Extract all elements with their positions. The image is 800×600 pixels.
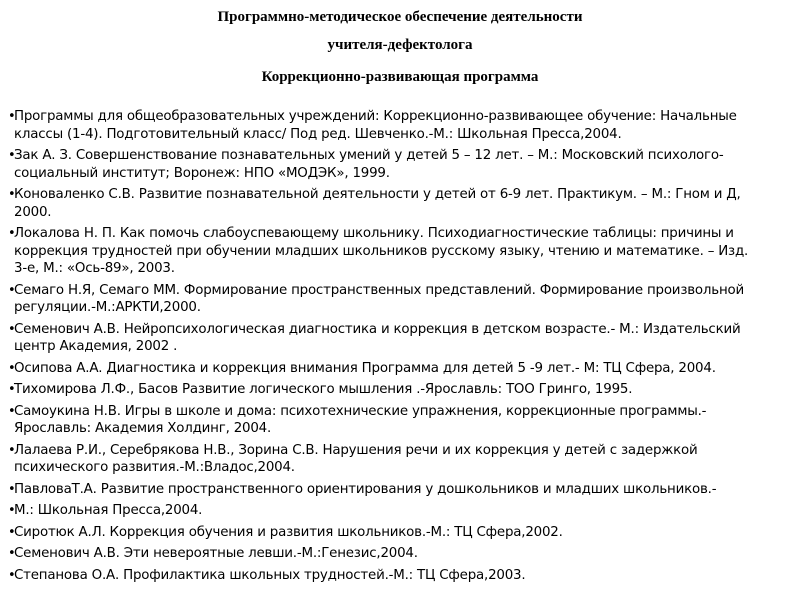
bullet-icon: •: [8, 148, 16, 163]
bullet-icon: •: [8, 226, 16, 241]
list-item: [8, 282, 760, 317]
list-item: [8, 321, 760, 356]
bullet-icon: •: [8, 567, 16, 583]
bullet-icon: •: [8, 546, 16, 561]
list-item: [8, 524, 760, 542]
reference-text: Программы для общеобразовательных учреждений: Коррекционно-развивающее обучение: Начальные классы (1-4). Подготовительный класс/ Под ред. Шевченко.-М.: Школьная Пресса,2004.: [14, 109, 737, 142]
bullet-icon: •: [8, 187, 16, 202]
reference-text: Семенович А.В. Эти невероятные левши.-М.:Генезис,2004.: [14, 546, 418, 561]
bullet-icon: •: [8, 109, 16, 124]
bullet-icon: •: [8, 403, 16, 419]
reference-text: Семаго Н.Я, Семаго ММ. Формирование пространственных представлений. Формирование произвольной регуляции.-М.:АРКТИ,2000.: [14, 282, 745, 315]
list-item: [8, 567, 760, 585]
reference-text: Сиротюк А.Л. Коррекция обучения и развития школьников.-М.: ТЦ Сфера,2002.: [14, 524, 563, 540]
list-item: [8, 403, 760, 438]
bullet-icon: •: [8, 503, 16, 518]
reference-text: Семенович А.В. Нейропсихологическая диагностика и коррекция в детском возрасте.- М.: Издательский центр Академия, 2002 .: [14, 321, 741, 354]
reference-text: Локалова Н. П. Как помочь слабоуспевающему школьнику. Психодиагностические таблицы: причины и коррекция трудностей при обучении младших школьников русскому языку, чтению и математике. – Изд. 3-е, М.: «Ось-89», 2003.: [14, 226, 749, 276]
reference-text: Зак А. З. Совершенствование познавательных умений у детей 5 – 12 лет. – М.: Московский психолого-социальный институт; Воронеж: НПО «МОДЭК», 1999.: [14, 148, 724, 181]
bullet-icon: •: [8, 382, 16, 397]
bullet-icon: •: [8, 321, 16, 337]
reference-text: Коноваленко С.В. Развитие познавательной деятельности у детей от 6-9 лет. Практикум. – М.: Гном и Д, 2000.: [14, 187, 741, 220]
reference-text: М.: Школьная Пресса,2004.: [14, 503, 203, 518]
section-subtitle: Коррекционно-развивающая программа: [261, 69, 539, 85]
list-item: [8, 147, 760, 182]
reference-text: Осипова А.А. Диагностика и коррекция внимания Программа для детей 5 -9 лет.- М: ТЦ Сфера, 2004.: [14, 360, 716, 376]
list-item: [8, 360, 760, 378]
reference-text: Степанова О.А. Профилактика школьных трудностей.-М.: ТЦ Сфера,2003.: [14, 567, 526, 583]
list-item: [8, 481, 760, 499]
bullet-icon: •: [8, 282, 16, 298]
list-item: [8, 545, 760, 563]
list-item: [8, 442, 760, 477]
list-item: [8, 381, 760, 399]
page-title-line-1: Программно-методическое обеспечение деятельности: [217, 9, 583, 25]
reference-text: ПавловаТ.А. Развитие пространственного ориентирования у дошкольников и младших школьников.-: [14, 481, 717, 497]
list-item: [8, 108, 760, 143]
list-item: [8, 186, 760, 221]
reference-list: [8, 108, 760, 588]
reference-text: Тихомирова Л.Ф., Басов Развитие логического мышления .-Ярославль: ТОО Гринго, 1995.: [14, 382, 633, 397]
bullet-icon: •: [8, 442, 16, 458]
list-item: [8, 502, 760, 520]
reference-text: Самоукина Н.В. Игры в школе и дома: психотехнические упражнения, коррекционные программы.- Ярославль: Академия Холдинг, 2004.: [14, 403, 707, 436]
bullet-icon: •: [8, 360, 16, 376]
reference-text: Лалаева Р.И., Серебрякова Н.В., Зорина С.В. Нарушения речи и их коррекция у детей с задержкой психического развития.-М.:Владос,2004.: [14, 442, 698, 475]
bullet-icon: •: [8, 524, 16, 540]
page-title-line-2: учителя-дефектолога: [327, 37, 473, 53]
list-item: [8, 225, 760, 278]
bullet-icon: •: [8, 481, 16, 497]
